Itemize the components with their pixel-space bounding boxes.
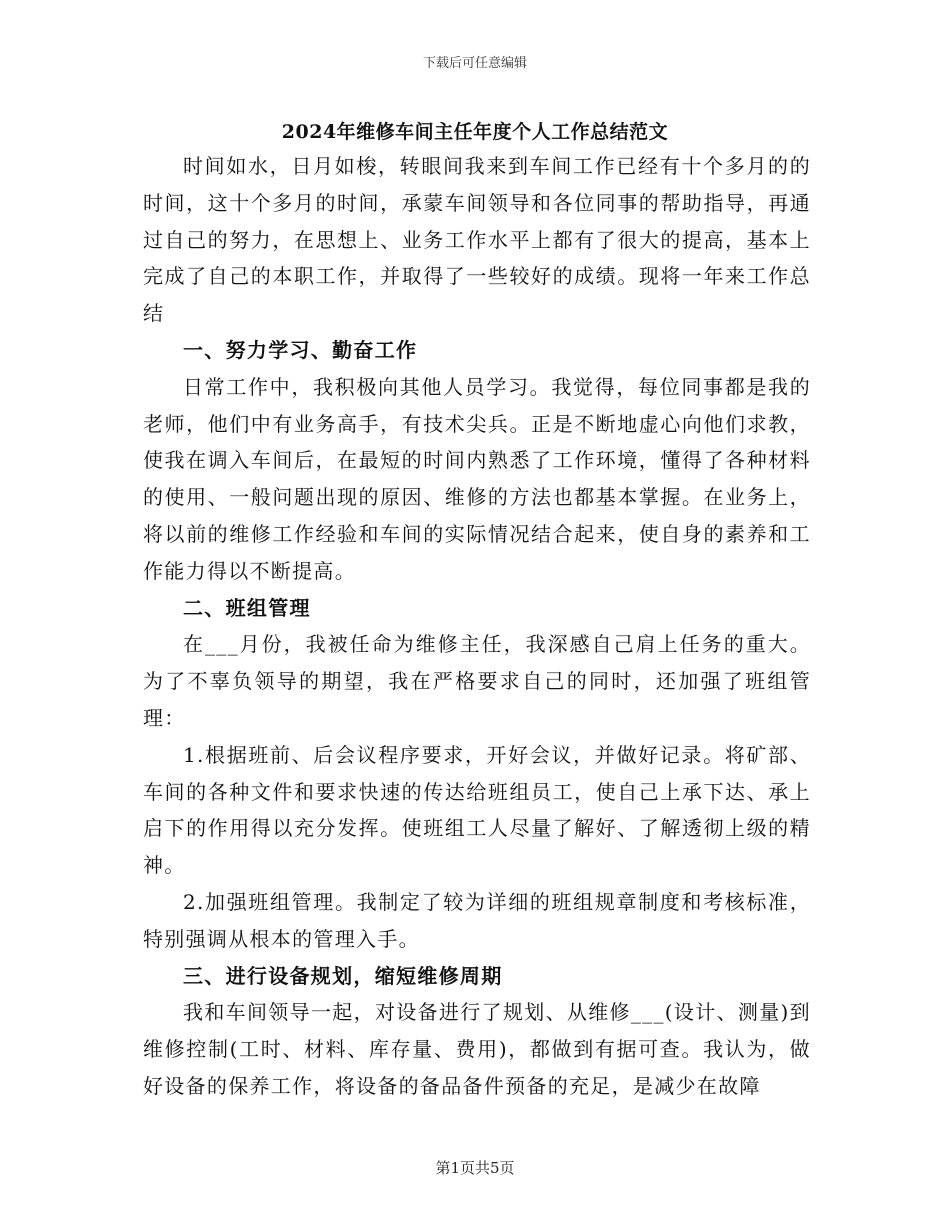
section-heading-1: 一、努力学习、勤奋工作 <box>183 337 418 362</box>
section-heading-2: 二、班组管理 <box>183 595 311 620</box>
section-heading-3: 三、进行设备规划，缩短维修周期 <box>183 963 503 988</box>
header-note: 下载后可任意编辑 <box>422 56 527 71</box>
page-footer: 第1页共5页 <box>435 1159 515 1177</box>
list-item-1: 1.根据班前、后会议程序要求，开好会议，并做好记录。将矿部、车间的各种文件和要求快速的传达给班组员工，使自己上承下达、承上启下的作用得以充分发挥。使班组工人尽量了解好、了解透彻上级的精神。 <box>143 742 811 878</box>
paragraph-intro: 时间如水，日月如梭，转眼间我来到车间工作已经有十个多月的的时间，这十个多月的时间，承蒙车间领导和各位同事的帮助指导，再通过自己的努力，在思想上、业务工作水平上都有了很大的提高，基本上完成了自己的本职工作，并取得了一些较好的成绩。现将一年来工作总结 <box>143 154 811 326</box>
paragraph-study: 日常工作中，我积极向其他人员学习。我觉得，每位同事都是我的老师，他们中有业务高手，有技术尖兵。正是不断地虚心向他们求教，使我在调入车间后，在最短的时间内熟悉了工作环境，懂得了各种材料的使用、一般问题出现的原因、维修的方法也都基本掌握。在业务上，将以前的维修工作经验和车间的实际情况结合起来，使自身的素养和工作能力得以不断提高。 <box>143 374 811 583</box>
list-item-2: 2.加强班组管理。我制定了较为详细的班组规章制度和考核标准，特别强调从根本的管理入手。 <box>143 889 811 951</box>
paragraph-team-management: 在___月份，我被任命为维修主任，我深感自己肩上任务的重大。为了不辜负领导的期望，我在严格要求自己的同时，还加强了班组管理： <box>143 632 811 730</box>
document-body <box>143 148 811 1105</box>
document-title: 2024年维修车间主任年度个人工作总结范文 <box>281 121 669 143</box>
paragraph-equipment: 我和车间领导一起，对设备进行了规划、从维修___(设计、测量)到维修控制(工时、材料、库存量、费用)，都做到有据可查。我认为，做好设备的保养工作，将设备的备品备件预备的充足，是减少在故障 <box>143 1000 811 1098</box>
